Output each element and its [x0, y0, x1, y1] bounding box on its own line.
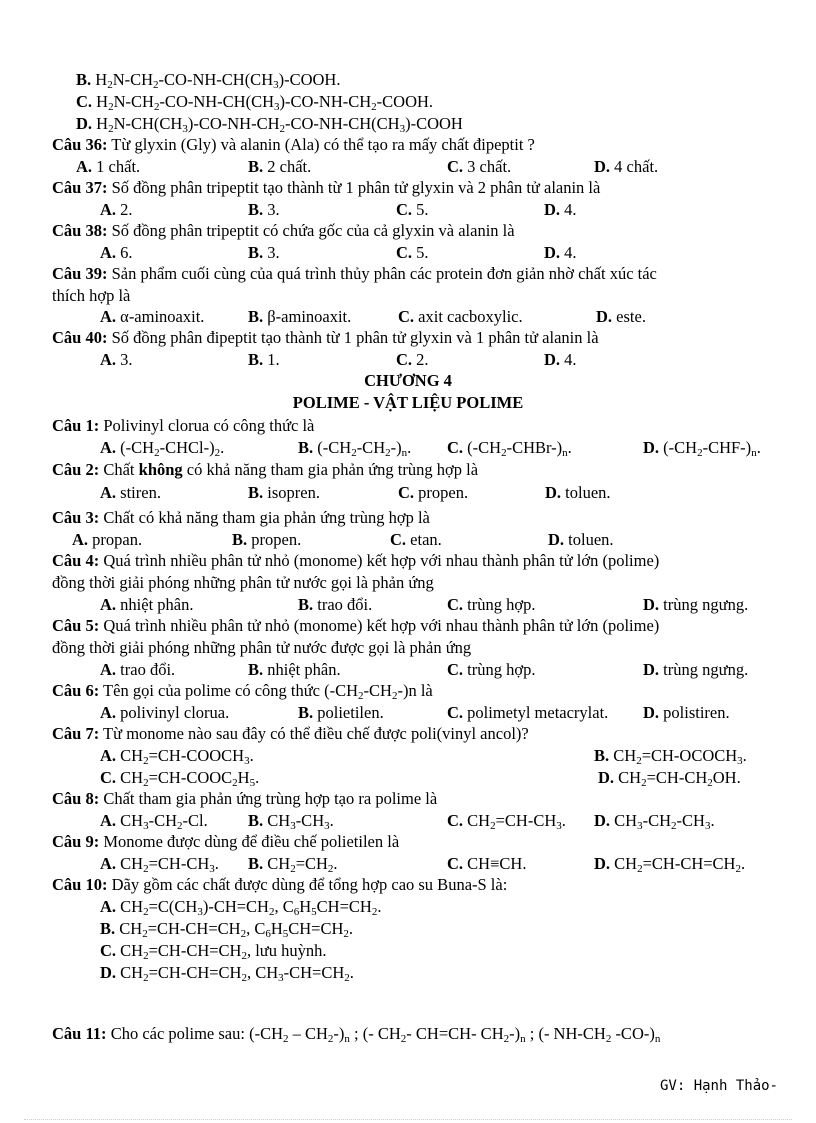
c4-option-c: C. trùng hợp.	[447, 595, 536, 614]
q36-option-a: A. 1 chất.	[76, 157, 141, 176]
polymer-question-3: Câu 3: Chất có khả năng tham gia phản ứng trùng hợp là	[52, 508, 430, 527]
c4-option-d: D. trùng ngưng.	[643, 595, 749, 614]
c6-option-b: B. polietilen.	[298, 703, 384, 722]
q36-option-d: D. 4 chất.	[594, 157, 659, 176]
c10-option-a: A. $CH_2=C(CH_3)-CH=CH_2$, $C_6H_5CH=CH_2$.	[100, 897, 382, 918]
question-36: Câu 36: Từ glyxin (Gly) và alanin (Ala) có thể tạo ra mấy chất đipeptit ?	[52, 135, 535, 154]
q37-option-a: A. 2.	[100, 200, 133, 219]
c10-option-c: C. $CH_2=CH-CH=CH_2$, lưu huỳnh.	[100, 941, 327, 962]
c1-option-b: B. $(-CH_2-CH_2-)_n$.	[298, 438, 412, 459]
c7-option-d: D. $CH_2=CH-CH_2OH$.	[598, 768, 741, 789]
c6-option-d: D. polistiren.	[643, 703, 730, 722]
c4-option-b: B. trao đổi.	[298, 595, 373, 614]
option-d-formula: D. $H_2N-CH(CH_3)-CO-NH-CH_2-CO-NH-CH(CH_3)$-COOH	[76, 114, 463, 135]
c3-option-d: D. toluen.	[548, 530, 614, 549]
question-39: Câu 39: Sản phẩm cuối cùng của quá trình thủy phân các protein đơn giản nhờ chất xúc tác	[52, 264, 657, 283]
q38-option-d: D. 4.	[544, 243, 577, 262]
page-bottom-rule	[24, 1119, 792, 1120]
c2-option-d: D. toluen.	[545, 483, 611, 502]
c10-option-b: B. $CH_2=CH-CH=CH_2$, $C_6H_5CH=CH_2$.	[100, 919, 354, 940]
c2-option-b: B. isopren.	[248, 483, 320, 502]
polymer-question-11: Câu 11: Cho các polime sau: $(-CH_2 - CH_2-)_n$ ; (- $CH_2-$ CH=CH- $CH_2-)_n$ ; (- $NH-CH_2$ $-CO-)_n$	[52, 1024, 661, 1045]
polymer-question-8: Câu 8: Chất tham gia phản ứng trùng hợp tạo ra polime là	[52, 789, 438, 808]
q38-option-b: B. 3.	[248, 243, 280, 262]
q40-option-d: D. 4.	[544, 350, 577, 369]
option-c-formula: C. $H_2N-CH_2-CO-NH-CH(CH_3)-CO-NH-CH_2$-COOH.	[76, 92, 434, 113]
c9-option-b: B. $CH_2=CH_2$.	[248, 854, 338, 875]
polymer-question-1: Câu 1: Polivinyl clorua có công thức là	[52, 416, 315, 435]
c7-option-c: C. $CH_2=CH-COOC_2H_5$.	[100, 768, 260, 789]
q40-option-b: B. 1.	[248, 350, 280, 369]
polymer-question-4: Câu 4: Quá trình nhiều phân tử nhỏ (monome) kết hợp với nhau thành phân tử lớn (polime)	[52, 551, 660, 570]
question-37: Câu 37: Số đồng phân tripeptit tạo thành từ 1 phân tử glyxin và 2 phân tử alanin là	[52, 178, 601, 197]
question-40: Câu 40: Số đồng phân đipeptit tạo thành từ 1 phân tử glyxin và 1 phân tử alanin là	[52, 328, 599, 347]
polymer-question-7: Câu 7: Từ monome nào sau đây có thể điều chế được poli(vinyl ancol)?	[52, 724, 529, 743]
c7-option-a: A. $CH_2=CH-COOCH_3$.	[100, 746, 254, 767]
c5-option-b: B. nhiệt phân.	[248, 660, 341, 679]
q36-option-b: B. 2 chất.	[248, 157, 312, 176]
q39-option-c: C. axit cacboxylic.	[398, 307, 523, 326]
question-38: Câu 38: Số đồng phân tripeptit có chứa gốc của cả glyxin và alanin là	[52, 221, 515, 240]
q40-option-c: C. 2.	[396, 350, 429, 369]
c8-option-d: D. $CH_3-CH_2-CH_3$.	[594, 811, 715, 832]
chapter-subtitle: POLIME - VẬT LIỆU POLIME	[292, 393, 524, 412]
c5-option-c: C. trùng hợp.	[447, 660, 536, 679]
c7-option-b: B. $CH_2=CH-OCOCH_3$.	[594, 746, 747, 767]
c3-option-a: A. propan.	[72, 530, 143, 549]
polymer-question-4-cont: đồng thời giải phóng những phân tử nước gọi là phản ứng	[52, 573, 434, 592]
polymer-question-10: Câu 10: Dãy gồm các chất được dùng để tổng hợp cao su Buna-S là:	[52, 875, 508, 894]
c5-option-a: A. trao đổi.	[100, 660, 176, 679]
polymer-question-6: Câu 6: Tên gọi của polime có công thức $(-CH_2-CH_2-)n$ là	[52, 681, 433, 702]
polymer-question-9: Câu 9: Monome được dùng để điều chế polietilen là	[52, 832, 400, 851]
q38-option-a: A. 6.	[100, 243, 133, 262]
c4-option-a: A. nhiệt phân.	[100, 595, 194, 614]
q40-option-a: A. 3.	[100, 350, 133, 369]
polymer-question-2: Câu 2: Chất không có khả năng tham gia phản ứng trùng hợp là	[52, 460, 479, 479]
c9-option-d: D. $CH_2=CH-CH=CH_2$.	[594, 854, 746, 875]
q38-option-c: C. 5.	[396, 243, 429, 262]
c1-option-c: C. $(-CH_2-CHBr-)_n$.	[447, 438, 572, 459]
c6-option-c: C. polimetyl metacrylat.	[447, 703, 609, 722]
q37-option-b: B. 3.	[248, 200, 280, 219]
c2-option-c: C. propen.	[398, 483, 469, 502]
c6-option-a: A. polivinyl clorua.	[100, 703, 230, 722]
c1-option-d: D. $(-CH_2-CHF-)_n$.	[643, 438, 761, 459]
q37-option-c: C. 5.	[396, 200, 429, 219]
polymer-question-5: Câu 5: Quá trình nhiều phân tử nhỏ (monome) kết hợp với nhau thành phân tử lớn (polime)	[52, 616, 660, 635]
c9-option-a: A. $CH_2=CH-CH_3$.	[100, 854, 219, 875]
chapter-title: CHƯƠNG 4	[364, 371, 452, 390]
polymer-question-5-cont: đồng thời giải phóng những phân tử nước được gọi là phản ứng	[52, 638, 472, 657]
c1-option-a: A. $(-CH_2-CHCl-)_2$.	[100, 438, 225, 459]
question-39-cont: thích hợp là	[52, 286, 131, 305]
c8-option-b: B. $CH_3-CH_3$.	[248, 811, 334, 832]
c3-option-b: B. propen.	[232, 530, 302, 549]
q39-option-d: D. este.	[596, 307, 646, 326]
c5-option-d: D. trùng ngưng.	[643, 660, 749, 679]
c3-option-c: C. etan.	[390, 530, 442, 549]
q37-option-d: D. 4.	[544, 200, 577, 219]
teacher-signature: GV: Hạnh Thảo-	[659, 1078, 778, 1094]
q39-option-a: A. α-aminoaxit.	[100, 307, 205, 326]
c10-option-d: D. $CH_2=CH-CH=CH_2$, $CH_3-CH=CH_2$.	[100, 963, 354, 984]
c8-option-a: A. $CH_3-CH_2-Cl$.	[100, 811, 208, 832]
q36-option-c: C. 3 chất.	[447, 157, 512, 176]
q39-option-b: B. β-aminoaxit.	[248, 307, 352, 326]
c9-option-c: C. CH≡CH.	[447, 854, 527, 873]
option-b-formula: B. $H_2N-CH_2-CO-NH-CH(CH_3)$-COOH.	[76, 70, 341, 91]
c8-option-c: C. $CH_2=CH-CH_3$.	[447, 811, 566, 832]
c2-option-a: A. stiren.	[100, 483, 161, 502]
